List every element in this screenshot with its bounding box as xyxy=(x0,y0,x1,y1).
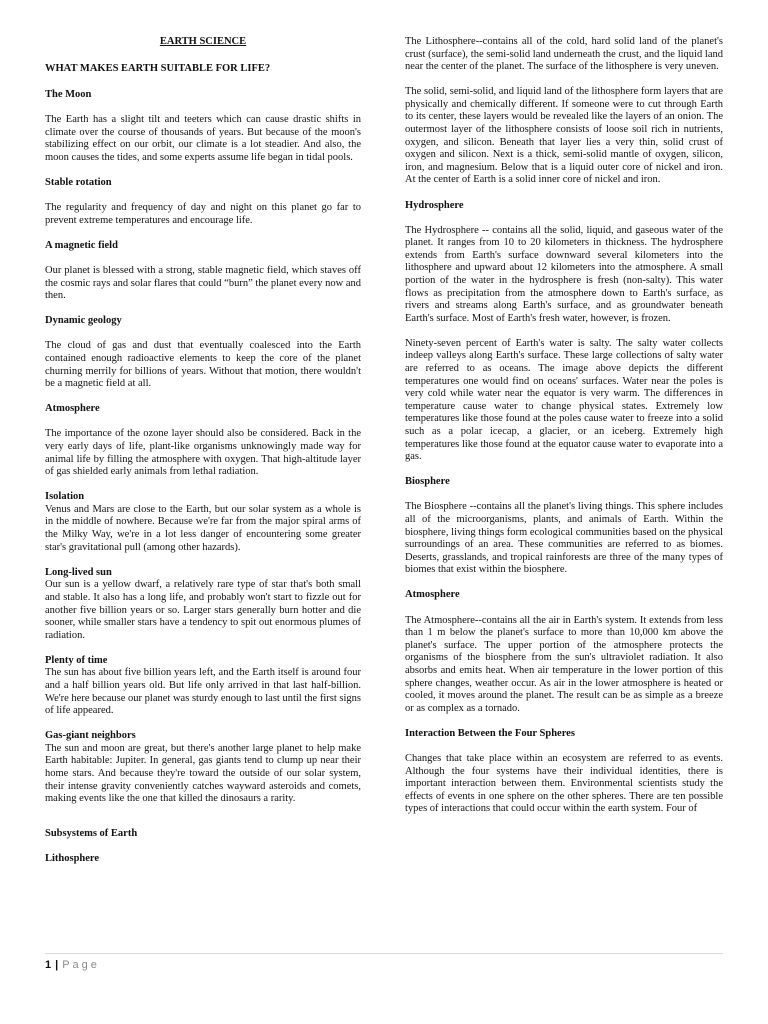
page-footer xyxy=(45,953,723,976)
heading-magnetic-field: A magnetic field xyxy=(45,239,118,251)
heading-moon: The Moon xyxy=(45,89,92,101)
heading-subsystems: Subsystems of Earth xyxy=(45,827,138,839)
heading-dynamic-geology: Dynamic geology xyxy=(45,315,122,327)
paragraph-interaction: Changes that take place within an ecosystem are referred to as events. Although the four systems have their individual identities, there is important interaction between them. Environmental scientists study the effects of events in one sphere on the other spheres. There are ten possible types of interactions that could occur within the earth system. Four of xyxy=(405,752,723,815)
paragraph-atmosphere-right: The Atmosphere--contains all the air in Earth's system. It extends from less than 1 m below the planet's surface to more than 10,000 km above the planet's surface. The upper portion of the atmosphere protects the organisms of the biosphere from the sun's ultraviolet radiation. It also absorbs and emits heat. When air temperature in the lower portion of this sphere changes, weather occur. As air in the lower atmosphere is heated or cooled, it moves around the planet. The result can be as simple as a breeze or as complex as a tornado. xyxy=(405,614,723,714)
paragraph-dynamic-geology: The cloud of gas and dust that eventually coalesced into the Earth contained enough radioactive elements to keep the core of the planet churning merrily for billions of years. Without that motion, there wouldn't be a magnetic field at all. xyxy=(45,340,361,390)
document-title: EARTH SCIENCE xyxy=(159,36,247,47)
paragraph-plenty-of-time: The sun has about five billion years left, and the Earth itself is around four and a half billion years old. But life only arrived in that last half-billion. We're here because our planet was sturdy enough to last until the first signs of life appeared. xyxy=(45,667,361,717)
paragraph-hydrosphere-1: The Hydrosphere -- contains all the solid, liquid, and gaseous water of the planet. It ranges from 10 to 20 kilometers in thickness. The hydrosphere extends from Earth's surface downward several kilometers into the lithosphere and upward about 12 kilometers into the atmosphere. A small portion of the water in the hydrosphere is fresh (non-salty). This water flows as precipitation from the atmosphere down to Earth's surface, as rivers and streams along Earth's surface, and as groundwater beneath Earth's surface. Most of Earth's fresh water, however, is frozen. xyxy=(405,224,723,324)
main-question: WHAT MAKES EARTH SUITABLE FOR LIFE? xyxy=(45,62,271,74)
paragraph-lithosphere-2: The solid, semi-solid, and liquid land of the lithosphere form layers that are physically and chemically different. If someone were to cut through Earth to its center, these layers would be revealed like the layers of an onion. The outermost layer of the lithosphere consists of loose soil rich in nutrients, oxygen, and silicon. Beneath that layer lies a very thin, solid crust of oxygen and silicon. Next is a thick, semi-solid mantle of oxygen, silicon, iron, and magnesium. Below that is a liquid outer core of nickel and iron. At the center of Earth is a solid inner core of nickel and iron. xyxy=(405,86,723,186)
heading-gas-giant-neighbors: Gas-giant neighbors xyxy=(45,730,136,742)
left-column xyxy=(45,36,361,878)
footer-separator: | xyxy=(55,959,59,971)
heading-interaction: Interaction Between the Four Spheres xyxy=(405,727,575,739)
heading-atmosphere-left: Atmosphere xyxy=(45,403,100,415)
paragraph-biosphere: The Biosphere --contains all the planet's living things. This sphere includes all of the microorganisms, plants, and animals of Earth. Within the biosphere, living things form ecological communities based on the physical surroundings of an area. These communities are referred to as biomes. Deserts, grasslands, and tropical rainforests are three of the many types of biomes that exist within the biosphere. xyxy=(405,501,723,576)
page-number: 1 xyxy=(45,959,52,971)
heading-atmosphere-right: Atmosphere xyxy=(405,589,460,601)
heading-biosphere: Biosphere xyxy=(405,476,450,488)
paragraph-stable-rotation: The regularity and frequency of day and night on this planet go far to prevent extreme temperatures and encourage life. xyxy=(45,202,361,226)
paragraph-lithosphere-1: The Lithosphere--contains all of the cold, hard solid land of the planet's crust (surface), the semi-solid land underneath the crust, and the liquid land near the center of the planet. The surface of the lithosphere is very uneven. xyxy=(405,36,723,73)
paragraph-gas-giant-neighbors: The sun and moon are great, but there's another large planet to help make Earth habitable: Jupiter. In general, gas giants tend to clump up near their home stars. And because they're toward the outside of our solar system, their intense gravity conveniently catches wayward asteroids and comets, making events like the one that killed the dinosaurs a rarity. xyxy=(45,742,361,805)
right-column xyxy=(405,36,723,828)
heading-hydrosphere: Hydrosphere xyxy=(405,199,464,211)
paragraph-long-lived-sun: Our sun is a yellow dwarf, a relatively rare type of star that's both small and stable. It also has a long life, and probably won't start to fizzle out for another five billion years or so. Larger stars generally burn hotter and die sooner, while smaller stars have a tendency to spit out enormous plumes of radiation. xyxy=(45,579,361,641)
page-label: Page xyxy=(62,959,100,971)
paragraph-magnetic-field: Our planet is blessed with a strong, stable magnetic field, which staves off the cosmic rays and solar flares that could “burn” the planet every now and then. xyxy=(45,265,361,302)
heading-stable-rotation: Stable rotation xyxy=(45,177,112,189)
paragraph-hydrosphere-2: Ninety-seven percent of Earth's water is salty. The salty water collects indeep valleys along Earth's surface. These large collections of salty water are referred to as oceans. The image above depicts the different temperatures one would find on oceans' surfaces. Water near the poles is very cold while water near the equator is very warm. The differences in temperature cause water to change physical states. Extremely low temperatures like those found at the poles cause water to freeze into a solid such as a polar icecap, a glacier, or an iceberg. Extremely high temperatures like those found at the equator cause water to evaporate into a gas. xyxy=(405,337,723,463)
heading-long-lived-sun: Long-lived sun xyxy=(45,566,112,578)
paragraph-atmosphere-left: The importance of the ozone layer should also be considered. Back in the very early days of life, plant-like organisms unknowingly made way for animal life by filling the atmosphere with oxygen. That high-altitude layer of gas shielded early animals from lethal radiation. xyxy=(45,428,361,478)
paragraph-moon: The Earth has a slight tilt and teeters which can cause drastic shifts in climate over the course of thousands of years. But because of the moon's stabilizing effect on our orbit, our climate is a lot steadier. And also, the moon causes the tides, and some experts assume life began in tidal pools. xyxy=(45,114,361,164)
heading-lithosphere: Lithosphere xyxy=(45,852,100,864)
paragraph-isolation: Venus and Mars are close to the Earth, but our solar system as a whole is in the middle of nowhere. Because we're far from the major spiral arms of the Milky Way, we're in a lot less danger of encountering some greater star's gravitational pull (among other hazards). xyxy=(45,503,361,553)
heading-isolation: Isolation xyxy=(45,491,85,503)
heading-plenty-of-time: Plenty of time xyxy=(45,654,108,666)
